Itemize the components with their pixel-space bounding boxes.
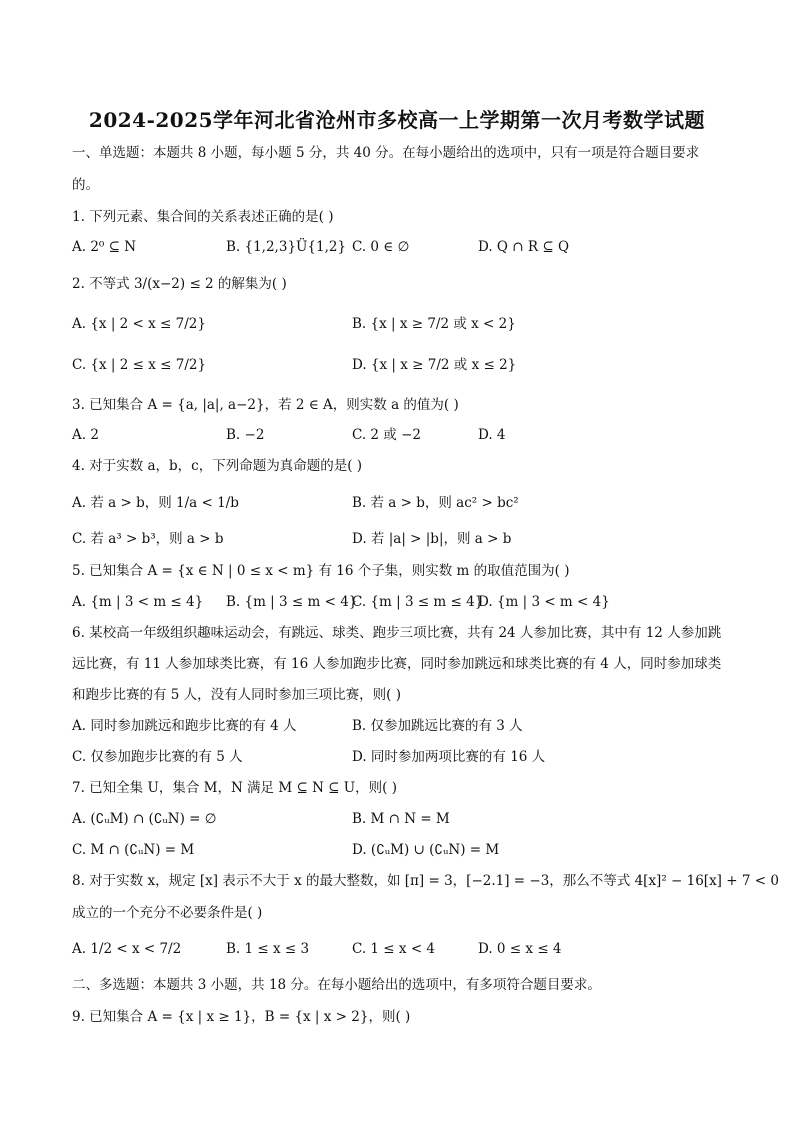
question-7-stem: 7. 已知全集 U，集合 M，N 满足 M ⊆ N ⊆ U，则( ) [72, 780, 397, 796]
question-3-option-c: C. 2 或 −2 [352, 427, 422, 443]
question-1-option-d: D. Q ∩ R ⊆ Q [478, 239, 570, 255]
question-3-stem: 3. 已知集合 A = {a, |a|, a−2}，若 2 ∈ A，则实数 a 的值为( ) [72, 397, 459, 413]
question-8-option-d: D. 0 ≤ x ≤ 4 [478, 941, 562, 957]
question-6-option-d: D. 同时参加两项比赛的有 16 人 [352, 749, 546, 765]
question-3-option-a: A. 2 [72, 427, 99, 443]
question-8-option-a: A. 1/2 < x < 7/2 [72, 941, 182, 957]
question-6-option-a: A. 同时参加跳远和跑步比赛的有 4 人 [72, 718, 297, 734]
question-6-option-b: B. 仅参加跳远比赛的有 3 人 [352, 718, 523, 734]
question-5-option-c: C. {m | 3 ≤ m ≤ 4} [352, 594, 484, 610]
question-7-option-b: B. M ∩ N = M [352, 811, 450, 827]
question-8-stem-line-2: 成立的一个充分不必要条件是( ) [72, 905, 263, 921]
question-2-option-a: A. {x | 2 < x ≤ 7/2} [72, 316, 206, 332]
question-1-option-b: B. {1,2,3}Ü{1,2} [226, 239, 347, 255]
question-1-option-a: A. 2⁰ ⊆ N [72, 239, 137, 255]
section-1-heading: 一、单选题：本题共 8 小题，每小题 5 分，共 40 分。在每小题给出的选项中，只有一项是符合题目要求 [72, 145, 700, 161]
question-4-option-a: A. 若 a > b，则 1/a < 1/b [72, 495, 239, 511]
question-2-option-b: B. {x | x ≥ 7/2 或 x < 2} [352, 316, 516, 332]
section-1-heading-cont: 的。 [72, 177, 99, 193]
question-8-option-c: C. 1 ≤ x < 4 [352, 941, 436, 957]
question-5-option-b: B. {m | 3 ≤ m < 4} [226, 594, 358, 610]
question-6-option-c: C. 仅参加跑步比赛的有 5 人 [72, 749, 243, 765]
question-3-option-b: B. −2 [226, 427, 265, 443]
question-1-stem: 1. 下列元素、集合间的关系表述正确的是( ) [72, 209, 334, 225]
question-2-stem: 2. 不等式 3/(x−2) ≤ 2 的解集为( ) [72, 276, 287, 292]
question-7-option-a: A. (∁ᵤM) ∩ (∁ᵤN) = ∅ [72, 811, 217, 827]
question-8-stem-line-1: 8. 对于实数 x，规定 [x] 表示不大于 x 的最大整数，如 [π] = 3，[−2.1] = −3，那么不等式 4[x]² − 16[x] + 7 < 0 [72, 873, 779, 889]
question-6-stem-line-1: 6. 某校高一年级组织趣味运动会，有跳远、球类、跑步三项比赛，共有 24 人参加比赛，其中有 12 人参加跳 [72, 625, 722, 641]
question-4-option-c: C. 若 a³ > b³，则 a > b [72, 531, 224, 547]
question-8-option-b: B. 1 ≤ x ≤ 3 [226, 941, 310, 957]
question-5-stem: 5. 已知集合 A = {x ∈ N | 0 ≤ x < m} 有 16 个子集，则实数 m 的取值范围为( ) [72, 563, 570, 579]
page-title: 2024-2025学年河北省沧州市多校高一上学期第一次月考数学试题 [88, 108, 706, 132]
question-7-option-c: C. M ∩ (∁ᵤN) = M [72, 842, 195, 858]
question-4-stem: 4. 对于实数 a，b，c，下列命题为真命题的是( ) [72, 458, 363, 474]
question-2-option-d: D. {x | x ≥ 7/2 或 x ≤ 2} [352, 357, 517, 373]
question-5-option-d: D. {m | 3 < m < 4} [478, 594, 610, 610]
question-5-option-a: A. {m | 3 < m ≤ 4} [72, 594, 204, 610]
question-4-option-b: B. 若 a > b，则 ac² > bc² [352, 495, 519, 511]
question-9-stem: 9. 已知集合 A = {x | x ≥ 1}，B = {x | x > 2}，则( ) [72, 1009, 411, 1025]
section-2-heading: 二、多选题：本题共 3 小题，共 18 分。在每小题给出的选项中，有多项符合题目要求。 [72, 977, 601, 993]
question-4-option-d: D. 若 |a| > |b|，则 a > b [352, 531, 512, 547]
question-6-stem-line-3: 和跑步比赛的有 5 人，没有人同时参加三项比赛，则( ) [72, 687, 401, 703]
question-6-stem-line-2: 远比赛，有 11 人参加球类比赛，有 16 人参加跑步比赛，同时参加跳远和球类比赛的有 4 人，同时参加球类 [72, 656, 722, 672]
question-7-option-d: D. (∁ᵤM) ∪ (∁ᵤN) = M [352, 842, 500, 858]
question-3-option-d: D. 4 [478, 427, 506, 443]
question-1-option-c: C. 0 ∈ ∅ [352, 239, 410, 255]
question-2-option-c: C. {x | 2 ≤ x ≤ 7/2} [72, 357, 207, 373]
